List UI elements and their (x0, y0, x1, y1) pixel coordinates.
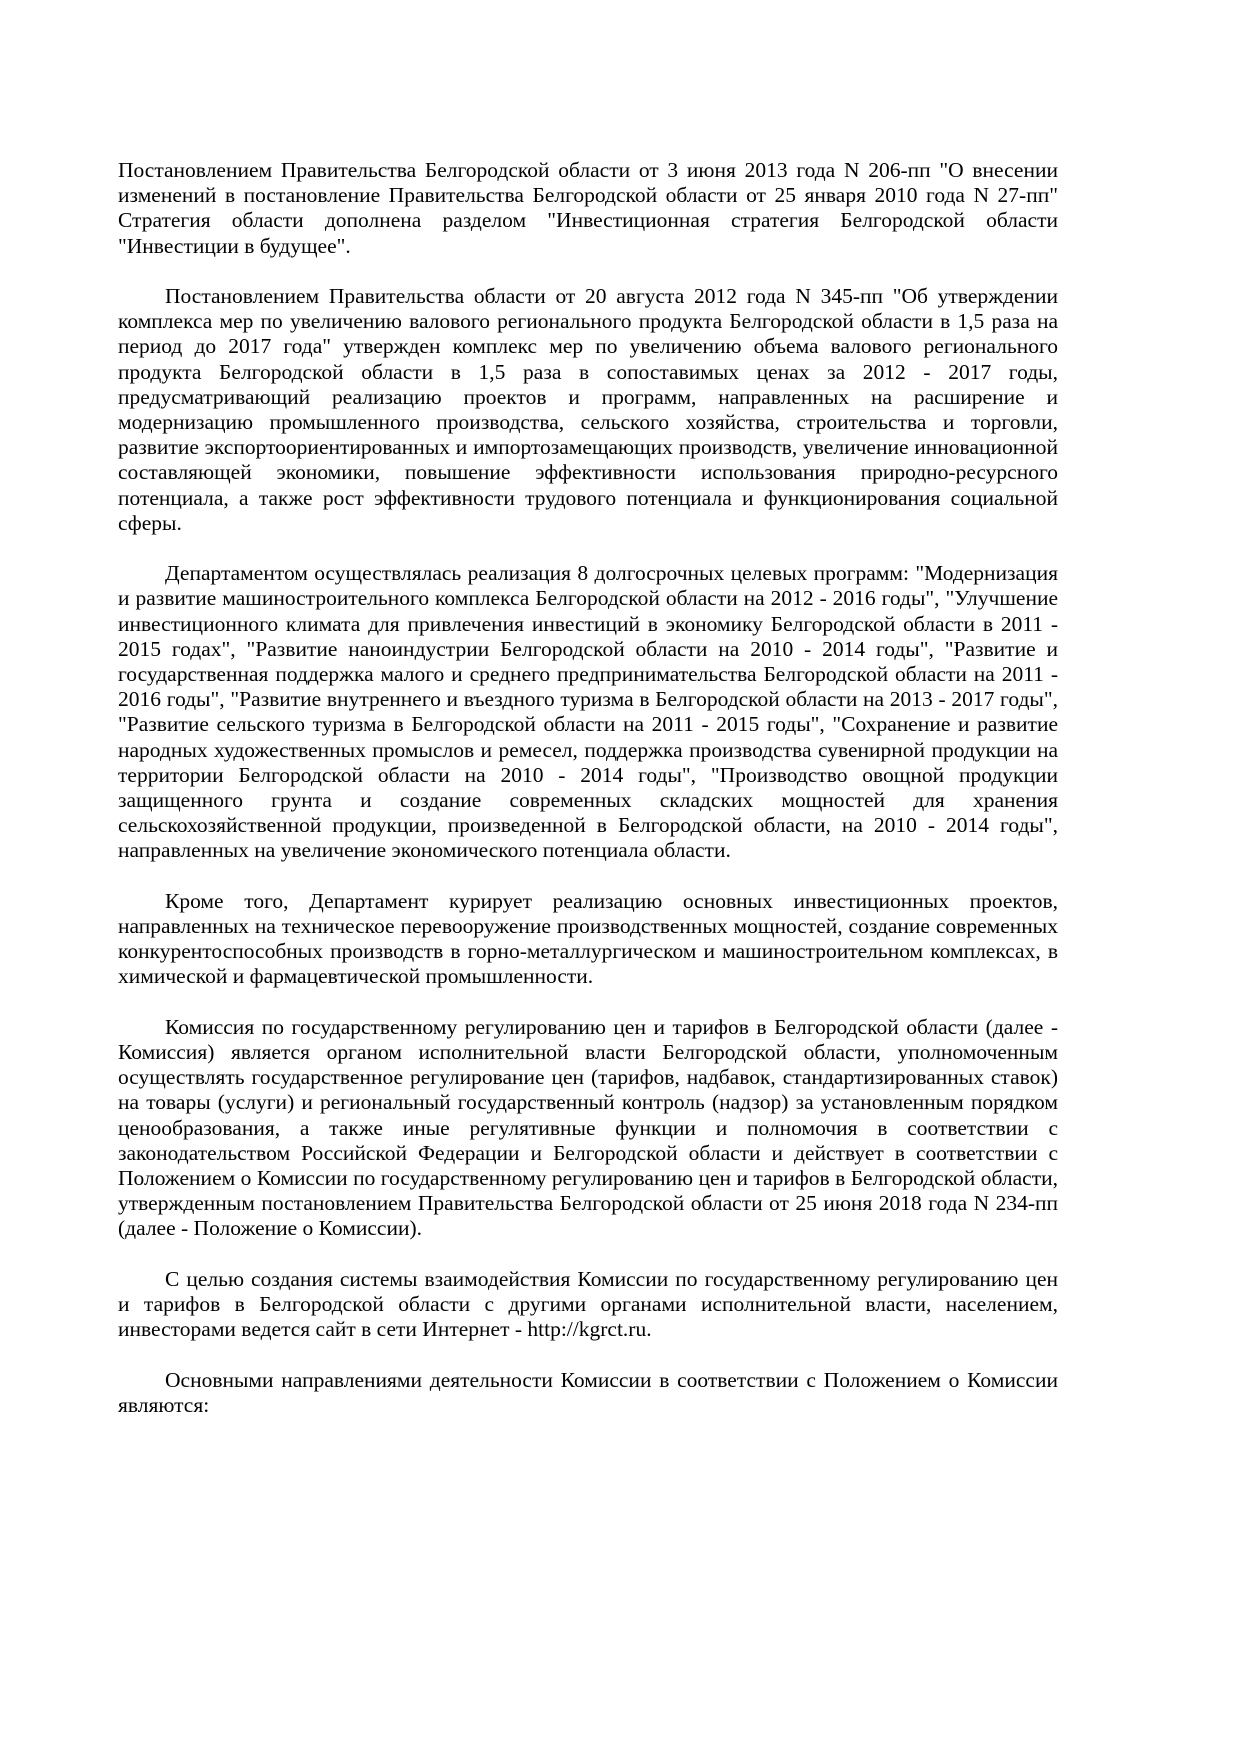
paragraph-target-programs: Департаментом осуществлялась реализация 8 долгосрочных целевых программ: "Модернизация и развитие машиностроительного комплекса Белгородской области на 2012 - 2016 годы", "Улучшение инвестиционного климата для привлечения инвестиций в экономику Белгородской области в 2011 - 2015 годах", "Развитие наноиндустрии Белгородской области на 2010 - 2014 годы", "Развитие и государственная поддержка малого и среднего предпринимательства Белгородской области на 2011 - 2016 годы", "Развитие внутреннего и въездного туризма в Белгородской области на 2013 - 2017 годы", "Развитие сельского туризма в Белгородской области на 2011 - 2015 годы", "Сохранение и развитие народных художественных промыслов и ремесел, поддержка производства сувенирной продукции на территории Белгородской области на 2010 - 2014 годы", "Производство овощной продукции защищенного грунта и создание современных складских мощностей для хранения сельскохозяйственной продукции, произведенной в Белгородской области, на 2010 - 2014 годы", направленных на увеличение экономического потенциала области. (118, 561, 1058, 863)
paragraph-commission-description: Комиссия по государственному регулированию цен и тарифов в Белгородской области (далее - Комиссия) является органом исполнительной власти Белгородской области, уполномоченным осуществлять государственное регулирование цен (тарифов, надбавок, стандартизированных ставок) на товары (услуги) и региональный государственный контроль (надзор) за установленным порядком ценообразования, а также иные регулятивные функции и полномочия в соответствии с законодательством Российской Федерации и Белгородской области и действует в соответствии с Положением о Комиссии по государственному регулированию цен и тарифов в Белгородской области, утвержденным постановлением Правительства Белгородской области от 25 июня 2018 года N 234-пп (далее - Положение о Комиссии). (118, 1014, 1058, 1241)
paragraph-main-directions: Основными направлениями деятельности Комиссии в соответствии с Положением о Комиссии являются: (118, 1367, 1058, 1417)
paragraph-investment-projects: Кроме того, Департамент курирует реализацию основных инвестиционных проектов, направленных на техническое перевооружение производственных мощностей, создание современных конкурентоспособных производств в горно-металлургическом и машиностроительном комплексах, в химической и фармацевтической промышленности. (118, 888, 1058, 989)
paragraph-strategy-amendment: Постановлением Правительства Белгородской области от 3 июня 2013 года N 206-пп "О внесении изменений в постановление Правительства Белгородской области от 25 января 2010 года N 27-пп" Стратегия области дополнена разделом "Инвестиционная стратегия Белгородской области "Инвестиции в будущее". (118, 158, 1058, 258)
paragraph-grp-measures: Постановлением Правительства области от 20 августа 2012 года N 345-пп "Об утверждении комплекса мер по увеличению валового регионального продукта Белгородской области в 1,5 раза на период до 2017 года" утвержден комплекс мер по увеличению объема валового регионального продукта Белгородской области в 1,5 раза в сопоставимых ценах за 2012 - 2017 годы, предусматривающий реализацию проектов и программ, направленных на расширение и модернизацию промышленного производства, сельского хозяйства, строительства и торговли, развитие экспортоориентированных и импортозамещающих производств, увеличение инновационной составляющей экономики, повышение эффективности использования природно-ресурсного потенциала, а также рост эффективности трудового потенциала и функционирования социальной сферы. (118, 284, 1058, 535)
paragraph-commission-website: С целью создания системы взаимодействия Комиссии по государственному регулированию цен и тарифов в Белгородской области с другими органами исполнительной власти, населением, инвесторами ведется сайт в сети Интернет - http://kgrct.ru. (118, 1266, 1058, 1342)
document-page (118, 158, 1058, 1443)
